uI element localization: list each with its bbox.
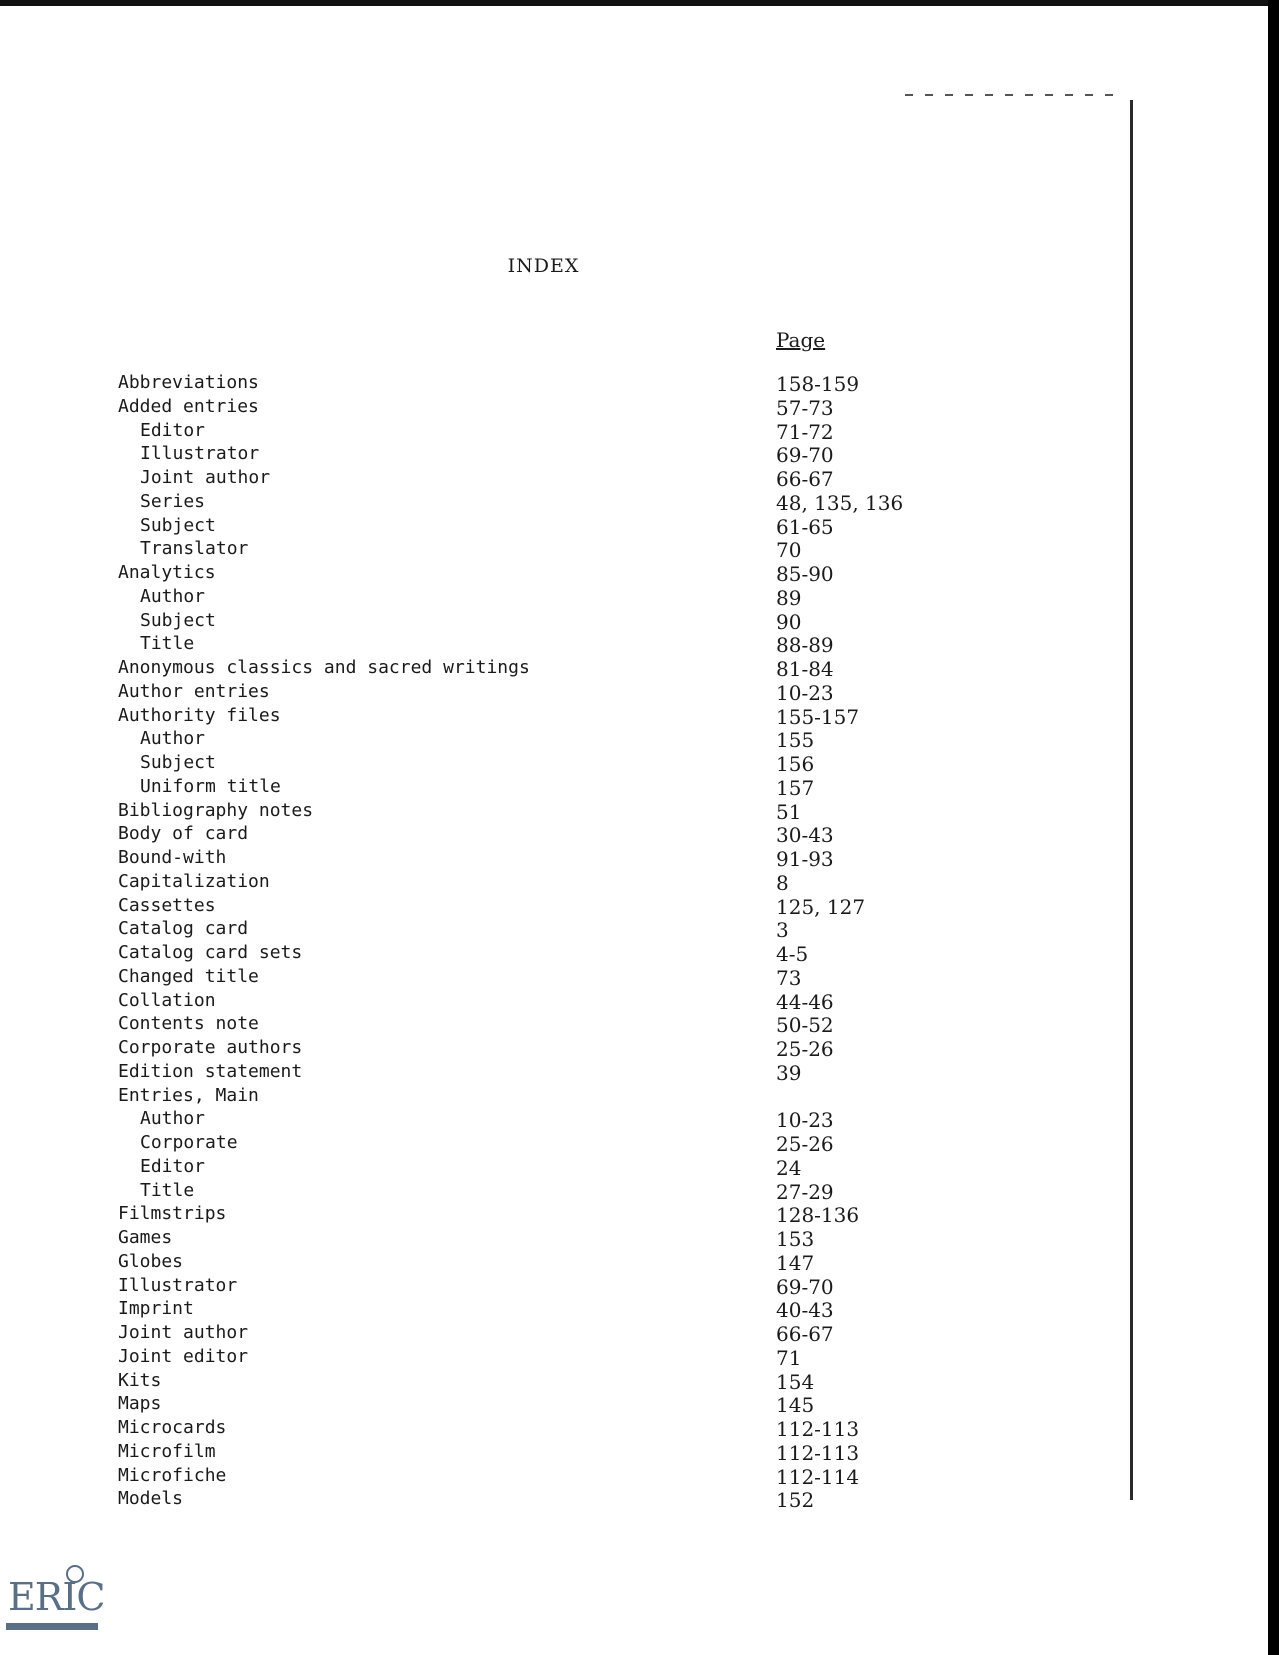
index-entry-label: Joint editor — [118, 1345, 249, 1367]
index-entry-page: 30-43 — [776, 823, 834, 848]
index-entry — [0, 776, 1120, 800]
index-entry-label: Microcards — [118, 1417, 227, 1438]
index-entry-label: Added entries — [118, 395, 259, 417]
index-entry — [0, 681, 1120, 705]
index-entry-label: Analytics — [118, 562, 216, 583]
index-entry — [0, 1132, 1120, 1156]
index-entry — [0, 918, 1120, 942]
index-entry — [0, 657, 1120, 681]
index-entry-label: Kits — [118, 1369, 162, 1391]
index-entry-page: 152 — [776, 1488, 815, 1513]
index-entry — [0, 752, 1120, 776]
index-entry-label: Body of card — [118, 823, 249, 845]
index-entry-label: Abbreviations — [118, 372, 259, 393]
index-entry-label: Subject — [140, 514, 216, 536]
index-entry-label: Bibliography notes — [118, 799, 314, 821]
index-entry — [0, 1203, 1120, 1227]
index-entry-page: 50-52 — [776, 1013, 834, 1038]
index-entry-page: 48, 135, 136 — [776, 490, 904, 515]
index-entry-label: Bound-with — [118, 847, 227, 868]
index-entry-label: Author — [140, 1108, 206, 1130]
index-entry — [0, 586, 1120, 610]
index-entry-label: Title — [140, 1179, 195, 1201]
index-entry-label: Uniform title — [140, 775, 281, 797]
index-entry-label: Title — [140, 633, 195, 655]
index-entry-page: 155 — [776, 728, 815, 753]
index-entry — [0, 1298, 1120, 1322]
scan-right-rule — [1130, 100, 1133, 1500]
index-entry — [0, 1465, 1120, 1489]
index-entry — [0, 1061, 1120, 1085]
index-entry-page: 90 — [776, 609, 802, 634]
index-entry-page: 91-93 — [776, 847, 834, 871]
index-entry — [0, 800, 1120, 824]
index-entry-label: Translator — [140, 538, 249, 560]
index-entry-page: 66-67 — [776, 467, 834, 491]
index-entry-page: 61-65 — [776, 514, 834, 539]
index-entry-page: 112-114 — [776, 1464, 860, 1489]
index-entry-label: Anonymous classics and sacred writings — [118, 657, 530, 678]
index-entry-label: Subject — [140, 752, 216, 773]
index-entry — [0, 538, 1120, 562]
index-entry — [0, 467, 1120, 491]
index-entry-page: 10-23 — [776, 680, 834, 705]
index-entry — [0, 420, 1120, 444]
index-entry-label: Author entries — [118, 680, 270, 702]
index-entry-page: 4-5 — [776, 942, 809, 966]
index-entry-label: Microfiche — [118, 1464, 227, 1486]
index-entry-label: Maps — [118, 1393, 162, 1415]
index-entry-page: 156 — [776, 752, 815, 776]
index-entry-label: Microfilm — [118, 1440, 216, 1462]
index-entry — [0, 942, 1120, 966]
index-entry-label: Collation — [118, 989, 216, 1011]
scan-right-edge — [1268, 0, 1279, 1655]
index-entry — [0, 1346, 1120, 1370]
index-entry-label: Catalog card — [118, 918, 249, 940]
index-entry — [0, 515, 1120, 539]
index-entry — [0, 491, 1120, 515]
index-entry-page: 3 — [776, 918, 789, 943]
index-entry-page: 88-89 — [776, 633, 834, 658]
index-entry — [0, 1156, 1120, 1180]
index-entry-page: 10-23 — [776, 1108, 834, 1133]
index-entry-label: Editor — [140, 419, 206, 441]
index-entry — [0, 1037, 1120, 1061]
index-entry-label: Imprint — [118, 1298, 194, 1320]
index-entry-page: 27-29 — [776, 1179, 834, 1204]
index-entry-label: Capitalization — [118, 870, 270, 892]
index-entry-page: 157 — [776, 775, 815, 800]
index-entry-page: 66-67 — [776, 1322, 834, 1346]
scan-dash-artifact — [905, 94, 1125, 96]
index-entry-page: 40-43 — [776, 1298, 834, 1323]
page-title: INDEX — [507, 255, 580, 277]
index-entry-page: 44-46 — [776, 989, 834, 1014]
index-entry — [0, 1180, 1120, 1204]
index-entry-page: 70 — [776, 538, 802, 563]
index-entry-label: Joint author — [118, 1322, 249, 1343]
index-entry-page: 73 — [776, 965, 802, 990]
index-entry-page: 112-113 — [776, 1417, 860, 1441]
index-entry-label: Edition statement — [118, 1060, 303, 1082]
index-entry-page: 112-113 — [776, 1440, 860, 1465]
index-entry-label: Author — [140, 585, 206, 607]
index-entry-page: 154 — [776, 1369, 815, 1394]
index-entry — [0, 1108, 1120, 1132]
eric-logo — [2, 1565, 105, 1640]
index-entry — [0, 1393, 1120, 1417]
index-entry — [0, 1275, 1120, 1299]
index-entry-label: Filmstrips — [118, 1203, 227, 1225]
index-entry-page: 125, 127 — [776, 894, 866, 919]
index-entry — [0, 1441, 1120, 1465]
index-entry — [0, 1085, 1120, 1109]
index-entry-page: 39 — [776, 1060, 802, 1085]
index-entry — [0, 966, 1120, 990]
index-entry-page: 57-73 — [776, 395, 834, 420]
index-entry-page: 147 — [776, 1250, 815, 1275]
index-entry — [0, 823, 1120, 847]
index-entry-page: 81-84 — [776, 657, 834, 681]
scan-top-edge — [0, 0, 1279, 6]
index-entry-label: Games — [118, 1227, 173, 1248]
index-entry-label: Globes — [118, 1250, 184, 1272]
index-entry-label: Entries, Main — [118, 1084, 259, 1106]
index-entry-label: Joint author — [140, 467, 271, 488]
eric-logo-text: ERIC — [8, 1575, 105, 1619]
index-entry-page: 153 — [776, 1227, 815, 1251]
index-entry-page: 145 — [776, 1393, 815, 1418]
index-entry-label: Contents note — [118, 1013, 259, 1035]
index-entry-label: Cassettes — [118, 894, 216, 916]
index-entry — [0, 895, 1120, 919]
index-entry — [0, 705, 1120, 729]
index-entry-page: 158-159 — [776, 372, 860, 396]
index-entry — [0, 1370, 1120, 1394]
index-entry — [0, 396, 1120, 420]
index-entry-page: 69-70 — [776, 1274, 834, 1299]
index-entry — [0, 633, 1120, 657]
index-entry — [0, 562, 1120, 586]
index-entry — [0, 1251, 1120, 1275]
index-entry-page: 25-26 — [776, 1037, 834, 1061]
index-entry — [0, 610, 1120, 634]
index-entry-label: Corporate authors — [118, 1037, 303, 1058]
index-entry-label: Author — [140, 728, 206, 750]
index-entry — [0, 1013, 1120, 1037]
index-entry-label: Series — [140, 490, 206, 512]
index-entry-label: Models — [118, 1488, 184, 1510]
index-entry — [0, 372, 1120, 396]
index-entry-label: Changed title — [118, 965, 259, 987]
index-entry — [0, 1227, 1120, 1251]
index-entry — [0, 871, 1120, 895]
index-entry-page: 8 — [776, 870, 789, 895]
index-entry-page: 85-90 — [776, 562, 834, 586]
index-entry-page: 25-26 — [776, 1132, 834, 1156]
index-entry — [0, 1488, 1120, 1512]
index-entry — [0, 728, 1120, 752]
page-column-header: Page — [776, 328, 826, 352]
index-entry-label: Corporate — [140, 1132, 238, 1153]
index-entry-label: Subject — [140, 609, 216, 631]
index-entry-label: Illustrator — [118, 1274, 238, 1296]
index-entry-page: 89 — [776, 585, 802, 610]
index-entry-label: Authority files — [118, 704, 281, 726]
index-entries — [0, 372, 1120, 1512]
index-entry-page: 69-70 — [776, 443, 834, 468]
index-entry-label: Editor — [140, 1155, 206, 1177]
index-entry-page: 71 — [776, 1345, 802, 1370]
index-entry-page: 155-157 — [776, 704, 860, 729]
index-entry-label: Illustrator — [140, 443, 260, 465]
index-entry — [0, 1417, 1120, 1441]
index-entry-page: 24 — [776, 1155, 802, 1180]
index-entry — [0, 847, 1120, 871]
index-entry-label: Catalog card sets — [118, 942, 303, 963]
index-entry-page: 51 — [776, 799, 802, 824]
eric-logo-bar — [6, 1623, 98, 1630]
index-entry — [0, 1322, 1120, 1346]
index-entry — [0, 443, 1120, 467]
index-entry-page: 71-72 — [776, 419, 834, 444]
index-entry — [0, 990, 1120, 1014]
index-entry-page: 128-136 — [776, 1203, 860, 1228]
